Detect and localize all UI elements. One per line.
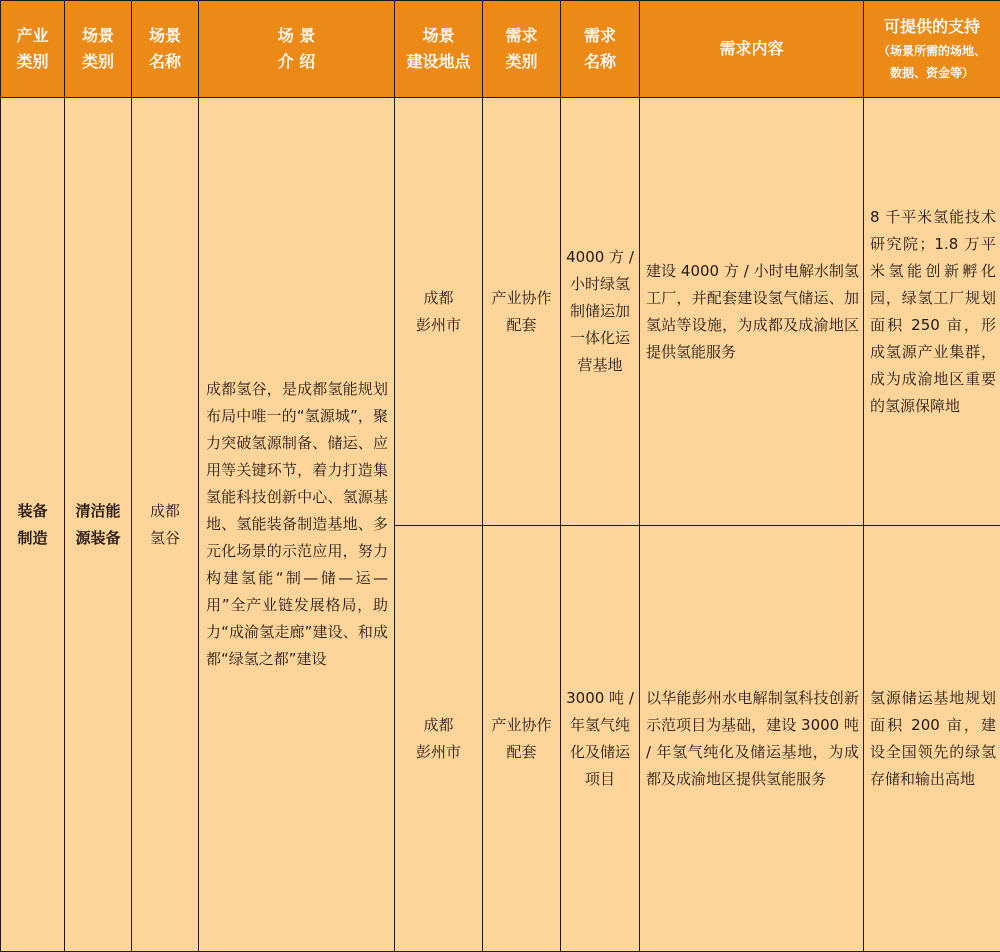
demand-2-location-cell: [395, 526, 483, 952]
scene-intro-text: 成都氢谷，是成都氢能规划布局中唯一的“氢源城”，聚力突破氢源制备、储运、应用等关键环节，着力打造集氢能科技创新中心、氢源基地、氢能装备制造基地、多元化场景的示范应用，努力构建氢能“制—储—运—用”全产业链发展格局，助力“成渝氢走廊”建设、和成都“绿氢之都”建设: [206, 380, 388, 668]
scene-name-text: 成都 氢谷: [150, 502, 180, 547]
header-scene-location-text: 场景 建设地点: [406, 26, 470, 71]
scene-category-cell: [65, 98, 132, 952]
header-scene-name: [132, 1, 199, 98]
header-industry-category-text: 产业 类别: [16, 26, 48, 71]
header-scene-intro-text: 场 景 介 绍: [278, 26, 316, 71]
demand-2-location-text: 成都 彭州市: [416, 716, 461, 761]
demand-2-name-cell: [561, 526, 640, 952]
scene-name-cell: [132, 98, 199, 952]
scene-category-text: 清洁能 源装备: [75, 502, 120, 547]
header-demand-category-text: 需求 类别: [505, 26, 537, 71]
header-demand-content: [640, 1, 864, 98]
industry-category-cell: [1, 98, 65, 952]
demand-2-support-text: 氢源储运基地规划面积 200 亩，建设全国领先的绿氢存储和输出高地: [870, 689, 996, 788]
header-industry-category: [1, 1, 65, 98]
demand-2-category-text: 产业协作 配套: [491, 716, 551, 761]
header-demand-name-text: 需求 名称: [584, 26, 616, 71]
demand-1-location-text: 成都 彭州市: [416, 289, 461, 334]
demand-1-support-cell: [864, 98, 1000, 526]
demand-2-name-text: 3000 吨 / 年氢气纯化及储运项目: [566, 689, 634, 788]
demand-1-category-text: 产业协作 配套: [491, 289, 551, 334]
header-support: [864, 1, 1000, 98]
scene-intro-cell: [199, 98, 395, 952]
header-demand-category: [483, 1, 561, 98]
header-scene-category-text: 场景 类别: [82, 26, 114, 71]
demand-1-content-text: 建设 4000 方 / 小时电解水制氢工厂，并配套建设氢气储运、加氢站等设施，为成都及成渝地区提供氢能服务: [646, 262, 859, 361]
header-scene-location: [395, 1, 483, 98]
header-demand-name: [561, 1, 640, 98]
demand-1-support-text: 8 千平米氢能技术研究院；1.8 万平米氢能创新孵化园，绿氢工厂规划面积 250 亩，形成氢源产业集群，成为成渝地区重要的氢源保障地: [870, 208, 996, 415]
header-scene-name-text: 场景 名称: [149, 26, 181, 71]
header-support-subtitle: （场景所需的场地、 数据、资金等）: [864, 40, 1000, 84]
demand-1-name-text: 4000 方 / 小时绿氢制储运加一体化运营基地: [566, 248, 634, 374]
header-support-title: 可提供的支持: [864, 14, 1000, 40]
demand-1-name-cell: [561, 98, 640, 526]
demand-2-category-cell: [483, 526, 561, 952]
header-scene-category: [65, 1, 132, 98]
demand-1-category-cell: [483, 98, 561, 526]
demand-2-support-cell: [864, 526, 1000, 952]
demand-1-content-cell: [640, 98, 864, 526]
header-scene-intro: [199, 1, 395, 98]
header-row: [1, 1, 1000, 98]
header-demand-content-text: 需求内容: [719, 39, 783, 58]
demand-1-location-cell: [395, 98, 483, 526]
demand-2-content-text: 以华能彭州水电解制氢科技创新示范项目为基础，建设 3000 吨 / 年氢气纯化及储运基地，为成都及成渝地区提供氢能服务: [646, 689, 859, 788]
demand-2-content-cell: [640, 526, 864, 952]
table-row: [1, 98, 1000, 526]
industry-category-text: 装备 制造: [17, 502, 47, 547]
